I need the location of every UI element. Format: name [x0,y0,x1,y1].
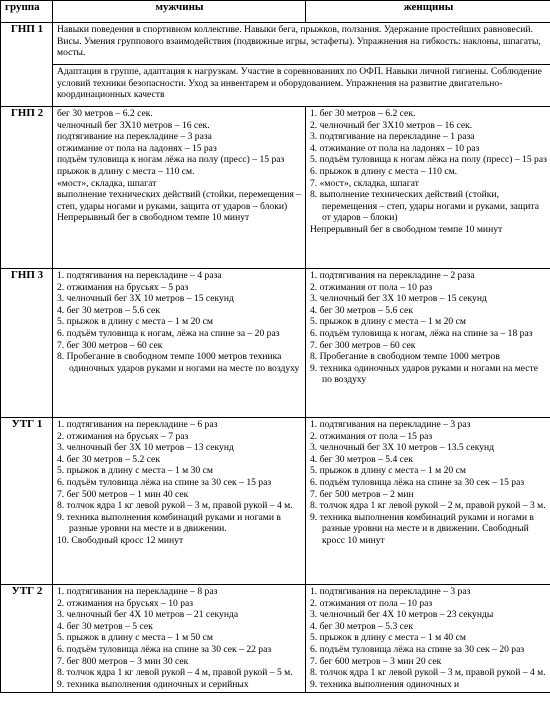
list-item: 4. бег 30 метров – 5.4 сек [310,453,413,465]
list-item: 4. бег 30 метров – 5 сек [57,620,153,632]
list-item: 8. толчок ядра 1 кг левой рукой – 3 м, правой рукой – 4 м. [57,500,293,512]
list-item: 2. отжимания от пола – 10 раз [310,597,433,609]
list-item: 1. подтягивания на перекладине – 6 раз [57,419,218,430]
table-row [1,65,550,107]
list-item: 7. бег 300 метров – 60 сек [310,339,416,351]
list-item: 6. прыжок в длину с места – 110 см. [310,165,458,177]
men-cell [53,269,306,418]
list-item: подтягивание на перекладине – 3 раза [57,131,212,143]
list-item: 3. челночный бег 3Х 10 метров – 15 секунд [57,293,234,305]
list-item: прыжок в длину с места – 110 см. [57,165,195,177]
group-cell: ГНП 1 [1,23,53,107]
list-item: 6. подъём туловища лёжа на спине за 30 сек – 20 раз [310,643,525,655]
list-item: 2. челночный бег 3Х10 метров – 16 сек. [310,119,473,131]
table-row [1,23,550,65]
list-item: 8. Пробегание в свободном темпе 1000 метров техника одиночных ударов руками и ногами на месте по воздуху [57,351,300,374]
list-item: челночный бег 3Х10 метров – 16 сек. [57,119,210,131]
list-item: 2. отжимания от пола – 15 раз [310,430,433,442]
men-cell [53,107,306,269]
men-list [57,586,302,690]
list-item: 5. прыжок в длину с места – 1 м 20 см [310,465,466,477]
list-item: 3. подтягивание на перекладине – 1 раза [310,131,475,143]
group-cell: ГНП 3 [1,269,53,418]
men-cell [53,585,306,693]
list-item: 4. бег 30 метров – 5.6 сек [57,304,160,316]
header-men: мужчины [53,1,306,23]
list-item: 6. подъём туловища лёжа на спине за 30 сек – 22 раз [57,643,272,655]
header-row [1,1,550,23]
table-row [1,418,550,585]
list-item: 6. подъём туловища лёжа на спине за 30 сек – 15 раз [310,476,525,488]
list-item: 7. бег 500 метров – 2 мин [310,488,414,500]
group-cell: ГНП 2 [1,107,53,269]
list-item: 3. челночный бег 3Х 10 метров – 15 секунд [310,293,487,305]
list-item: 9. техника выполнения одиночных и [310,678,460,690]
men-cell [53,418,306,585]
table-row [1,107,550,269]
list-item: 7. бег 500 метров – 1 мин 40 сек [57,488,189,500]
list-item: 2. отжимания на брусьях – 5 раз [57,281,189,293]
list-item: 9. техника одиночных ударов руками и ногами на месте по воздуху [310,362,539,386]
list-item: 9. техника выполнения одиночных и серийных [57,678,249,690]
list-item: 8. толчок ядра 1 кг левой рукой – 3 м, правой рукой – 4 м. [310,667,546,679]
women-cell [306,585,550,693]
list-item: 5. подъём туловища к ногам лёжа на полу (пресс) – 15 раз [310,154,547,166]
women-list [310,419,547,547]
list-item: отжимание от пола на ладонях – 15 раз [57,142,217,154]
women-cell [306,418,550,585]
list-item: 1. подтягивания на перекладине – 3 раз [310,419,471,430]
list-item: 1. бег 30 метров – 6.2 сек. [310,108,416,119]
men-list [57,270,302,374]
list-item: 5. прыжок в длину с места – 1 м 30 см [57,465,213,477]
list-item: 7. «мост», складка, шпагат [310,177,419,189]
list-item: 8. выполнение технических действий (стойки, перемещения – степ, удары ногами и руками, защита от ударов – блоки) [310,189,539,224]
list-item: 9. техника выполнения комбинаций руками и ногами в разные уровни на месте и в движении. Свободный кросс 10 минут [310,511,534,546]
list-item: 6. подъём туловища к ногам, лёжа на спине за – 18 раз [310,327,533,339]
list-item: 4. отжимание от пола на ладонях – 10 раз [310,142,480,154]
table-row [1,585,550,693]
list-item: Непрерывный бег в свободном темпе 10 минут [57,212,250,224]
list-item: 5. прыжок в длину с места – 1 м 20 см [57,316,213,328]
group-cell: УТГ 2 [1,585,53,693]
group-cell: УТГ 1 [1,418,53,585]
list-item: 2. отжимания на брусьях – 7 раз [57,430,189,442]
list-item: 1. подтягивания на перекладине – 4 раза [57,270,222,281]
men-list [57,108,302,224]
list-item: 1. подтягивания на перекладине – 3 раз [310,586,471,597]
list-item: Непрерывный бег в свободном темпе 10 минут [310,223,503,235]
list-item: 8. Пробегание в свободном темпе 1000 метров [310,351,500,363]
list-item: 8. толчок ядра 1 кг левой рукой – 4 м, правой рукой – 5 м. [57,667,293,679]
list-item: 5. прыжок в длину с места – 1 м 50 см [57,632,213,644]
list-item: 2. отжимания на брусьях – 10 раз [57,597,194,609]
list-item: 7. бег 800 метров – 3 мин 30 сек [57,655,189,667]
list-item: подъём туловища к ногам лёжа на полу (пресс) – 15 раз [57,154,285,166]
list-item: 5. прыжок в длину с места – 1 м 20 см [310,316,466,328]
women-list [310,586,547,690]
span-text-cell: Навыки поведения в спортивном коллективе. Навыки бега, прыжков, ползания. Удержание простейших равновесий. Висы. Умения группового взаимодействия (подвижные игры, эстафеты). Упражнения на гибкость: наклоны, шпагаты, мосты. [53,23,550,65]
women-list [310,270,547,386]
list-item: 6. подъём туловища лёжа на спине за 30 сек – 15 раз [57,476,272,488]
list-item: 4. бег 30 метров – 5.2 сек [57,453,160,465]
list-item: 7. бег 600 метров – 3 мин 20 сек [310,655,442,667]
list-item: 5. прыжок в длину с места – 1 м 40 см [310,632,466,644]
header-women: женщины [306,1,550,23]
list-item: 1. подтягивания на перекладине – 8 раз [57,586,218,597]
list-item: 7. бег 300 метров – 60 сек [57,339,163,351]
list-item: 3. челночный бег 4Х 10 метров – 21 секунда [57,609,239,621]
list-item: 10. Свободный кросс 12 минут [57,534,184,546]
list-item: выполнение технических действий (стойки, перемещения – степ, удары ногами и руками, защита от ударов – блоки) [57,189,302,212]
list-item: 4. бег 30 метров – 5.3 сек [310,620,413,632]
women-cell [306,107,550,269]
list-item: 8. толчок ядра 1 кг левой рукой – 2 м, правой рукой – 3 м. [310,500,546,512]
list-item: 9. техника выполнения комбинаций руками и ногами в разные уровни на месте и в движении. [57,511,281,535]
women-cell [306,269,550,418]
women-list [310,108,547,236]
list-item: 4. бег 30 метров – 5.6 сек [310,304,413,316]
list-item: 2. отжимания от пола – 10 раз [310,281,433,293]
list-item: 3. челночный бег 3Х 10 метров – 13.5 секунд [310,442,495,454]
list-item: 6. подъём туловища к ногам, лёжа на спине за – 20 раз [57,327,280,339]
header-group: группа [1,1,53,23]
list-item: 1. подтягивания на перекладине – 2 раза [310,270,475,281]
list-item: «мост», складка, шпагат [57,177,157,189]
list-item: бег 30 метров – 6.2 сек. [57,108,153,119]
list-item: 3. челночный бег 3Х 10 метров – 13 секунд [57,442,234,454]
men-list [57,419,302,547]
span-text-cell: Адаптация в группе, адаптация к нагрузкам. Участие в соревнованиях по ОФП. Навыки личной гигиены. Соблюдение условий техники безопасности. Уход за инвентарем и оборудованием. Упражнения на развитие двигательно-координационных качеств [53,65,550,107]
list-item: 3. челночный бег 4Х 10 метров – 23 секунды [310,609,494,621]
table-row [1,269,550,418]
